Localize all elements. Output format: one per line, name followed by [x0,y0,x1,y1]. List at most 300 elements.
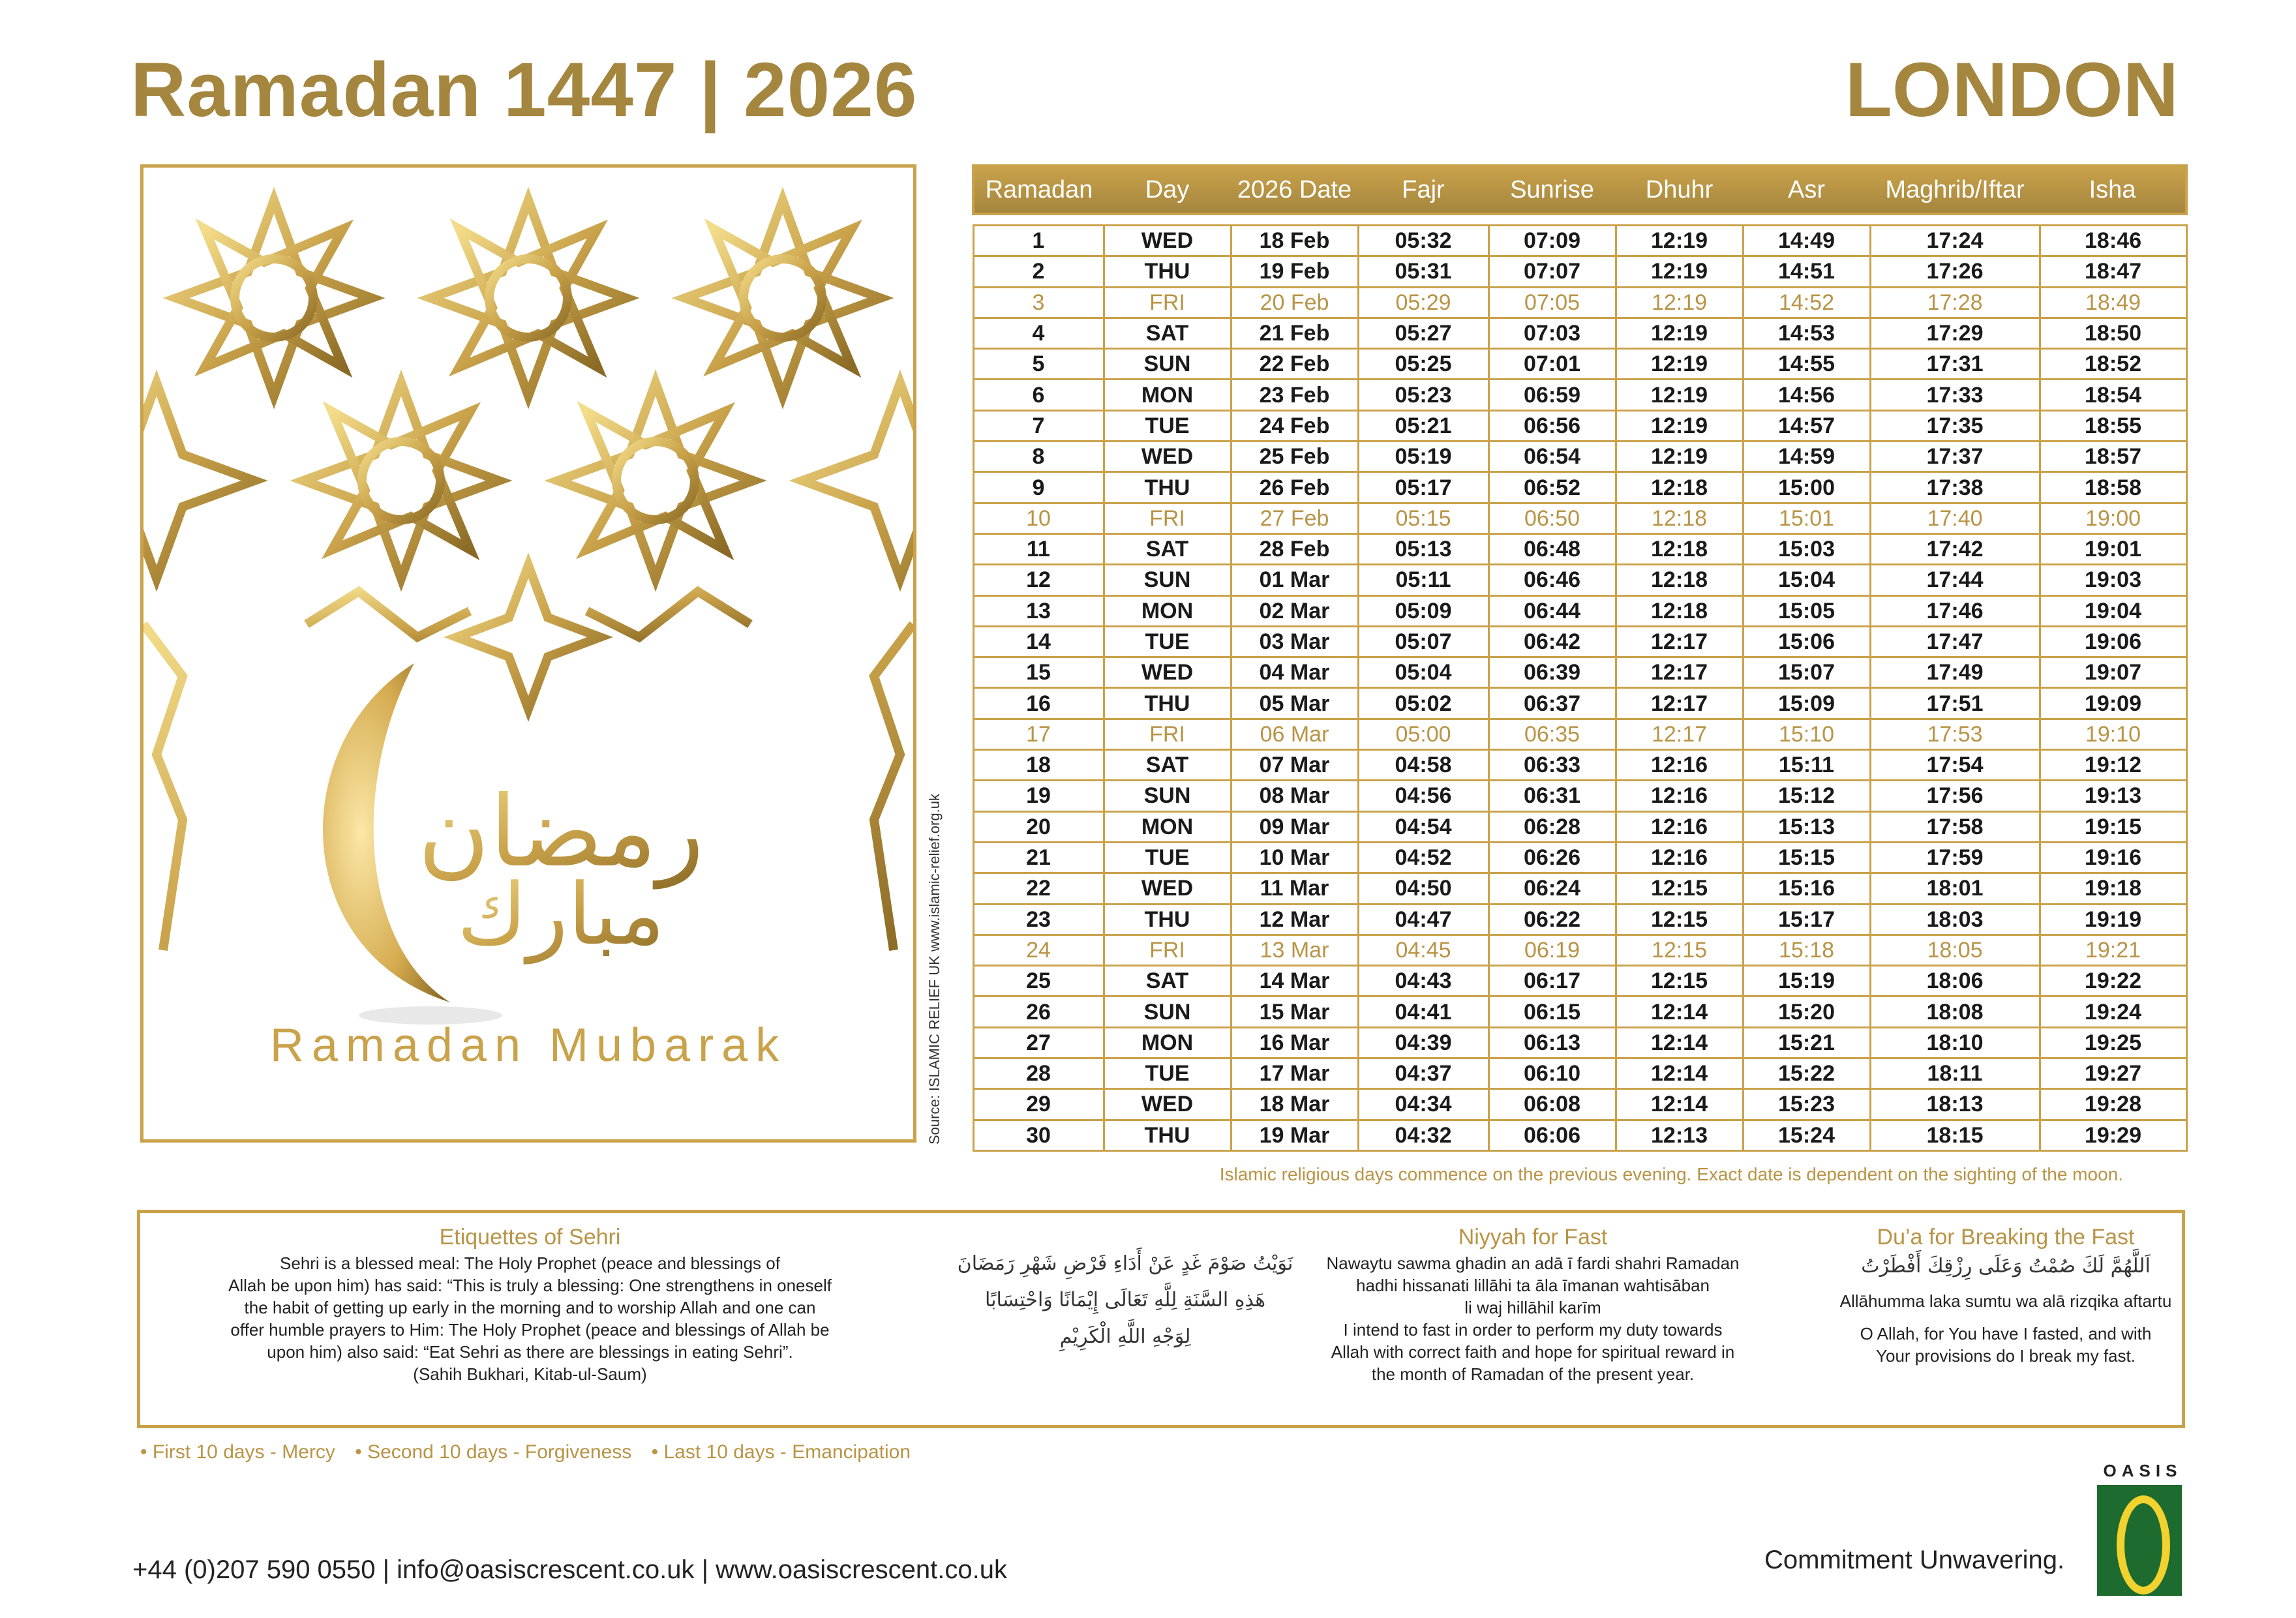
cell-fajr: 04:32 [1358,1120,1488,1150]
cell-sunrise: 06:24 [1488,873,1616,904]
table-row [973,472,2186,503]
cell-maghrib: 17:26 [1870,256,2040,287]
cell-day: TUE [1104,626,1231,657]
cell-r: 3 [973,287,1104,318]
cell-day: MON [1104,811,1231,842]
table-row [973,287,2186,318]
cell-sunrise: 06:46 [1488,565,1616,595]
cell-asr: 14:56 [1743,380,1870,410]
cell-r: 25 [973,966,1104,996]
cell-r: 11 [973,533,1104,564]
cell-date: 26 Feb [1231,472,1358,503]
cell-sunrise: 06:26 [1488,842,1616,873]
cell-isha: 18:54 [2040,380,2186,410]
cell-asr: 14:49 [1743,226,1870,256]
cell-isha: 19:16 [2040,842,2186,873]
cell-asr: 15:11 [1743,750,1870,781]
cell-sunrise: 06:56 [1488,410,1616,441]
contact-info: +44 (0)207 590 0550 | info@oasiscrescent.co.uk | www.oasiscrescent.co.uk [132,1555,1007,1584]
cell-sunrise: 06:19 [1488,935,1616,965]
cell-sunrise: 07:01 [1488,349,1616,380]
cell-sunrise: 06:37 [1488,688,1616,719]
cell-sunrise: 07:05 [1488,287,1616,318]
cell-date: 02 Mar [1231,595,1358,626]
cell-sunrise: 06:52 [1488,472,1616,503]
cell-isha: 18:57 [2040,442,2186,472]
niyyah-section [1262,1226,1804,1385]
cell-fajr: 05:32 [1358,226,1488,256]
sehri-section [153,1226,907,1385]
dua-title: Du’a for Breaking the Fast [1877,1225,2135,1250]
cell-fajr: 05:09 [1358,595,1488,626]
cell-day: TUE [1104,410,1231,441]
cell-r: 4 [973,318,1104,348]
cell-day: FRI [1104,719,1231,749]
cell-maghrib: 18:13 [1870,1089,2040,1120]
cell-sunrise: 06:31 [1488,781,1616,811]
cell-date: 01 Mar [1231,565,1358,595]
cell-sunrise: 06:59 [1488,380,1616,410]
geometric-pattern [144,168,913,1139]
cell-dhuhr: 12:18 [1616,533,1743,564]
arabic-line: هَذِهِ السَّنَةِ لِلَّهِ تَعَالَى إِيْمَانًا وَاحْتِسَابًا [984,1289,1266,1311]
cell-fajr: 05:19 [1358,442,1488,472]
cell-sunrise: 06:54 [1488,442,1616,472]
cell-isha: 19:01 [2040,533,2186,564]
cell-r: 9 [973,472,1104,503]
col-header-fajr: Fajr [1358,166,1488,214]
cell-day: TUE [1104,842,1231,873]
cell-fajr: 05:04 [1358,657,1488,688]
sehri-line: the habit of getting up early in the morning and to worship Allah and one can [244,1298,816,1317]
cell-asr: 15:13 [1743,811,1870,842]
cell-dhuhr: 12:15 [1616,904,1743,935]
cell-sunrise: 06:10 [1488,1058,1616,1089]
cell-day: SAT [1104,750,1231,781]
cell-day: WED [1104,226,1231,256]
cell-maghrib: 17:24 [1870,226,2040,256]
cell-sunrise: 06:13 [1488,1027,1616,1058]
cell-date: 20 Feb [1231,287,1358,318]
cell-isha: 19:10 [2040,719,2186,749]
table-row [973,626,2186,657]
cell-fajr: 04:34 [1358,1089,1488,1120]
cell-maghrib: 17:44 [1870,565,2040,595]
cell-asr: 15:04 [1743,565,1870,595]
cell-day: MON [1104,1027,1231,1058]
cell-day: TUE [1104,1058,1231,1089]
cell-fajr: 04:52 [1358,842,1488,873]
cell-sunrise: 07:09 [1488,226,1616,256]
cell-asr: 14:53 [1743,318,1870,348]
cell-isha: 19:09 [2040,688,2186,719]
moon-sighting-note: Islamic religious days commence on the previous evening. Exact date is dependent on the sighting of the moon. [1219,1164,2123,1184]
cell-dhuhr: 12:19 [1616,442,1743,472]
arabic-line: نَوَيْتُ صَوْمَ غَدٍ عَنْ أَدَاءِ فَرْضِ شَهْرِ رَمَضَانَ [957,1252,1293,1275]
cell-dhuhr: 12:13 [1616,1120,1743,1150]
cell-day: SAT [1104,533,1231,564]
cell-date: 17 Mar [1231,1058,1358,1089]
cell-dhuhr: 12:14 [1616,996,1743,1027]
cell-asr: 15:06 [1743,626,1870,657]
cell-sunrise: 06:08 [1488,1089,1616,1120]
col-header-asr: Asr [1743,166,1870,214]
cell-isha: 19:07 [2040,657,2186,688]
cell-maghrib: 17:29 [1870,318,2040,348]
cell-fajr: 04:54 [1358,811,1488,842]
source-credit: Source: ISLAMIC RELIEF UK www.islamic-relief.org.uk [926,794,943,1145]
sehri-line: offer humble prayers to Him: The Holy Prophet (peace and blessings of Allah be [230,1320,830,1340]
cell-date: 18 Feb [1231,226,1358,256]
cell-isha: 19:29 [2040,1120,2186,1150]
cell-maghrib: 18:01 [1870,873,2040,904]
cell-maghrib: 17:54 [1870,750,2040,781]
table-row [973,410,2186,441]
cell-isha: 19:13 [2040,781,2186,811]
cell-r: 7 [973,410,1104,441]
cell-fajr: 04:39 [1358,1027,1488,1058]
cell-asr: 15:19 [1743,966,1870,996]
col-header-maghrib: Maghrib/Iftar [1870,166,2040,214]
cell-fajr: 04:47 [1358,904,1488,935]
cell-date: 27 Feb [1231,503,1358,533]
cell-day: WED [1104,657,1231,688]
cell-day: WED [1104,1089,1231,1120]
cell-dhuhr: 12:19 [1616,318,1743,348]
cell-isha: 18:52 [2040,349,2186,380]
cell-r: 21 [973,842,1104,873]
cell-date: 08 Mar [1231,781,1358,811]
col-header-sunrise: Sunrise [1488,166,1616,214]
cell-day: SUN [1104,349,1231,380]
cell-fajr: 05:21 [1358,410,1488,441]
table-row [973,503,2186,533]
cell-dhuhr: 12:18 [1616,503,1743,533]
cell-isha: 18:50 [2040,318,2186,348]
cell-fajr: 05:17 [1358,472,1488,503]
cell-isha: 19:06 [2040,626,2186,657]
cell-dhuhr: 12:18 [1616,565,1743,595]
cell-isha: 19:00 [2040,503,2186,533]
sehri-title: Etiquettes of Sehri [439,1225,621,1250]
cell-date: 12 Mar [1231,904,1358,935]
cell-maghrib: 17:51 [1870,688,2040,719]
cell-date: 06 Mar [1231,719,1358,749]
cell-date: 13 Mar [1231,935,1358,965]
cell-sunrise: 06:28 [1488,811,1616,842]
cell-fajr: 04:37 [1358,1058,1488,1089]
cell-sunrise: 06:17 [1488,966,1616,996]
cell-asr: 14:55 [1743,349,1870,380]
cell-maghrib: 17:40 [1870,503,2040,533]
cell-date: 23 Feb [1231,380,1358,410]
cell-dhuhr: 12:19 [1616,410,1743,441]
cell-date: 04 Mar [1231,657,1358,688]
cell-day: SUN [1104,781,1231,811]
cell-sunrise: 06:48 [1488,533,1616,564]
niyyah-line: Nawaytu sawma ghadin an adā ī fardi shahri Ramadan [1326,1253,1740,1273]
cell-dhuhr: 12:19 [1616,226,1743,256]
cell-date: 21 Feb [1231,318,1358,348]
table-row [973,380,2186,410]
cell-asr: 15:10 [1743,719,1870,749]
cell-asr: 15:21 [1743,1027,1870,1058]
cell-dhuhr: 12:17 [1616,719,1743,749]
cell-day: THU [1104,904,1231,935]
table-row [973,533,2186,564]
cell-dhuhr: 12:15 [1616,935,1743,965]
cell-sunrise: 06:35 [1488,719,1616,749]
cell-isha: 19:18 [2040,873,2186,904]
cell-date: 22 Feb [1231,349,1358,380]
cell-sunrise: 06:33 [1488,750,1616,781]
cell-dhuhr: 12:16 [1616,750,1743,781]
cell-r: 15 [973,657,1104,688]
cell-dhuhr: 12:15 [1616,966,1743,996]
cell-sunrise: 06:50 [1488,503,1616,533]
cell-r: 20 [973,811,1104,842]
cell-asr: 15:16 [1743,873,1870,904]
cell-sunrise: 06:44 [1488,595,1616,626]
niyyah-line: hadhi hissanati lillāhi ta āla īmanan wahtisāban [1355,1276,1710,1295]
cell-fajr: 05:31 [1358,256,1488,287]
cell-r: 13 [973,595,1104,626]
cell-date: 14 Mar [1231,966,1358,996]
cell-fajr: 04:45 [1358,935,1488,965]
svg-text:مبارك: مبارك [457,865,665,964]
cell-dhuhr: 12:17 [1616,626,1743,657]
cell-fajr: 05:25 [1358,349,1488,380]
dua-section [1836,1226,2175,1367]
cell-asr: 15:12 [1743,781,1870,811]
col-header-day: Day [1104,166,1231,214]
cell-dhuhr: 12:14 [1616,1089,1743,1120]
cell-r: 29 [973,1089,1104,1120]
cell-fajr: 05:27 [1358,318,1488,348]
table-row [973,442,2186,472]
cell-maghrib: 17:47 [1870,626,2040,657]
sehri-line: (Sahih Bukhari, Kitab-ul-Saum) [413,1364,647,1384]
cell-fajr: 05:02 [1358,688,1488,719]
cell-asr: 15:01 [1743,503,1870,533]
tagline: Commitment Unwavering. [1764,1546,2065,1574]
cell-dhuhr: 12:19 [1616,287,1743,318]
cell-asr: 15:15 [1743,842,1870,873]
cell-day: THU [1104,472,1231,503]
table-row [973,318,2186,348]
greeting-text: Ramadan Mubarak [269,1019,787,1071]
cell-r: 10 [973,503,1104,533]
logo-wordmark: OASIS [2103,1461,2183,1480]
col-header-dhuhr: Dhuhr [1616,166,1743,214]
cell-day: THU [1104,1120,1231,1150]
cell-asr: 14:59 [1743,442,1870,472]
cell-isha: 19:27 [2040,1058,2186,1089]
cell-asr: 15:07 [1743,657,1870,688]
niyyah-line: I intend to fast in order to perform my duty towards [1343,1320,1723,1340]
cell-fajr: 05:13 [1358,533,1488,564]
cell-r: 6 [973,380,1104,410]
sehri-line: Sehri is a blessed meal: The Holy Prophet (peace and blessings of [280,1253,780,1273]
cell-date: 19 Mar [1231,1120,1358,1150]
cell-isha: 19:03 [2040,565,2186,595]
cell-sunrise: 06:42 [1488,626,1616,657]
cell-r: 2 [973,256,1104,287]
cell-date: 11 Mar [1231,873,1358,904]
cell-asr: 15:20 [1743,996,1870,1027]
cell-maghrib: 17:31 [1870,349,2040,380]
cell-r: 24 [973,935,1104,965]
table-row [973,873,2186,904]
cell-day: MON [1104,595,1231,626]
cell-day: SUN [1104,565,1231,595]
cell-sunrise: 06:15 [1488,996,1616,1027]
cell-maghrib: 17:53 [1870,719,2040,749]
cell-dhuhr: 12:17 [1616,688,1743,719]
cell-fajr: 05:29 [1358,287,1488,318]
cell-dhuhr: 12:17 [1616,657,1743,688]
cell-day: SUN [1104,996,1231,1027]
cell-r: 18 [973,750,1104,781]
cell-dhuhr: 12:16 [1616,811,1743,842]
cell-r: 27 [973,1027,1104,1058]
cell-asr: 14:51 [1743,256,1870,287]
cell-isha: 19:12 [2040,750,2186,781]
page-title: Ramadan 1447 | 2026 [130,47,918,133]
cell-asr: 15:17 [1743,904,1870,935]
cell-maghrib: 18:10 [1870,1027,2040,1058]
table-row [973,1027,2186,1058]
table-row [973,688,2186,719]
cell-day: SAT [1104,318,1231,348]
cell-dhuhr: 12:18 [1616,595,1743,626]
cell-asr: 14:57 [1743,410,1870,441]
table-row [973,1120,2186,1150]
cell-date: 25 Feb [1231,442,1358,472]
cell-day: THU [1104,688,1231,719]
cell-isha: 18:58 [2040,472,2186,503]
cell-day: WED [1104,873,1231,904]
table-row [973,966,2186,996]
niyyah-line: Allah with correct faith and hope for spiritual reward in [1331,1342,1735,1362]
cell-dhuhr: 12:16 [1616,781,1743,811]
cell-date: 07 Mar [1231,750,1358,781]
cell-sunrise: 06:22 [1488,904,1616,935]
cell-fajr: 05:07 [1358,626,1488,657]
cell-fajr: 05:11 [1358,565,1488,595]
table-row [973,719,2186,749]
cell-day: WED [1104,442,1231,472]
cell-date: 05 Mar [1231,688,1358,719]
period-forgiveness: • Second 10 days - Forgiveness [355,1441,632,1463]
cell-maghrib: 17:49 [1870,657,2040,688]
cell-dhuhr: 12:19 [1616,380,1743,410]
cell-asr: 15:00 [1743,472,1870,503]
cell-asr: 15:24 [1743,1120,1870,1150]
cell-isha: 19:04 [2040,595,2186,626]
cell-asr: 15:09 [1743,688,1870,719]
col-header-date: 2026 Date [1231,166,1358,214]
dua-line: O Allah, for You have I fasted, and with [1860,1324,2152,1343]
table-row [973,935,2186,965]
cell-maghrib: 18:15 [1870,1120,2040,1150]
period-emancipation: • Last 10 days - Emancipation [651,1441,911,1463]
cell-r: 5 [973,349,1104,380]
sehri-line: upon him) also said: “Eat Sehri as there are blessings in eating Sehri”. [267,1342,793,1362]
cell-r: 26 [973,996,1104,1027]
cell-isha: 19:28 [2040,1089,2186,1120]
cell-isha: 19:21 [2040,935,2186,965]
cell-r: 22 [973,873,1104,904]
cell-maghrib: 17:58 [1870,811,2040,842]
cell-isha: 19:19 [2040,904,2186,935]
cell-sunrise: 07:03 [1488,318,1616,348]
cell-day: FRI [1104,287,1231,318]
cell-dhuhr: 12:15 [1616,873,1743,904]
cell-fajr: 05:00 [1358,719,1488,749]
table-header-row [973,166,2186,214]
cell-maghrib: 17:46 [1870,595,2040,626]
cell-maghrib: 18:08 [1870,996,2040,1027]
calligraphy-icon: رمضان [417,775,704,889]
cell-maghrib: 17:37 [1870,442,2040,472]
cell-r: 1 [973,226,1104,256]
table-row [973,595,2186,626]
table-row [973,565,2186,595]
table-row [973,781,2186,811]
cell-dhuhr: 12:18 [1616,472,1743,503]
cell-r: 17 [973,719,1104,749]
niyyah-title: Niyyah for Fast [1458,1225,1608,1250]
cell-dhuhr: 12:14 [1616,1027,1743,1058]
cell-isha: 18:46 [2040,226,2186,256]
table-row [973,904,2186,935]
cell-date: 09 Mar [1231,811,1358,842]
cell-maghrib: 17:59 [1870,842,2040,873]
col-header-ramadan: Ramadan [973,166,1104,214]
cell-r: 19 [973,781,1104,811]
cell-fajr: 05:23 [1358,380,1488,410]
dua-transliteration: Allāhumma laka sumtu wa alā rizqika aftartu [1839,1291,2172,1311]
niyyah-line: the month of Ramadan of the present year. [1371,1364,1695,1384]
table-row [973,750,2186,781]
col-header-isha: Isha [2040,166,2186,214]
table-row [973,1058,2186,1089]
cell-r: 16 [973,688,1104,719]
cell-asr: 15:18 [1743,935,1870,965]
cell-maghrib: 17:38 [1870,472,2040,503]
table-row [973,811,2186,842]
cell-r: 8 [973,442,1104,472]
logo-emblem-icon [2097,1485,2182,1596]
cell-day: FRI [1104,503,1231,533]
cell-asr: 15:03 [1743,533,1870,564]
cell-maghrib: 17:33 [1870,380,2040,410]
cell-r: 14 [973,626,1104,657]
cell-date: 16 Mar [1231,1027,1358,1058]
cell-day: FRI [1104,935,1231,965]
cell-isha: 19:22 [2040,966,2186,996]
table-row [973,996,2186,1027]
table-row [973,842,2186,873]
cell-maghrib: 18:05 [1870,935,2040,965]
cell-dhuhr: 12:19 [1616,349,1743,380]
cell-isha: 18:49 [2040,287,2186,318]
oasis-logo [2097,1461,2188,1596]
cell-day: MON [1104,380,1231,410]
cell-fajr: 04:43 [1358,966,1488,996]
info-panel [137,1210,2185,1428]
